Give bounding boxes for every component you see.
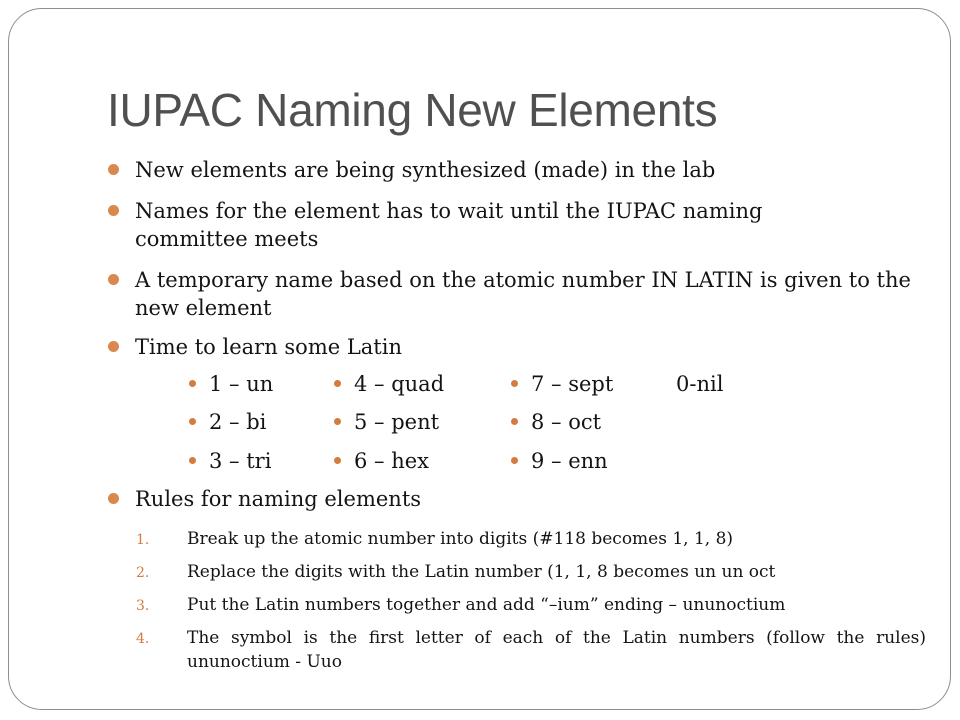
latin-text: 8 – oct (531, 410, 602, 434)
sub-bullet-icon (334, 380, 341, 387)
rule-number: 2. (136, 565, 150, 581)
latin-text: 6 – hex (354, 449, 430, 473)
sub-bullet-icon (189, 457, 196, 464)
bullet-item (108, 266, 920, 322)
bullet-dot-icon (108, 493, 119, 504)
bullet-text: New elements are being synthesized (made) in the lab (135, 158, 716, 182)
bullet-text: A temporary name based on the atomic number IN LATIN is given to the new element (135, 268, 911, 320)
rule-item (136, 560, 926, 584)
latin-item (334, 370, 444, 398)
latin-item (189, 408, 266, 436)
rule-item (136, 626, 926, 674)
latin-item (511, 447, 608, 475)
sub-bullet-icon (189, 418, 196, 425)
sub-bullet-icon (511, 418, 518, 425)
sub-bullet-icon (511, 380, 518, 387)
latin-item (511, 408, 601, 436)
latin-item (511, 370, 613, 398)
bullet-dot-icon (108, 274, 119, 285)
bullet-dot-icon (108, 341, 119, 352)
latin-zero (676, 370, 723, 398)
latin-text: 4 – quad (354, 372, 445, 396)
bullet-text: Time to learn some Latin (135, 335, 402, 359)
rule-text: Replace the digits with the Latin number (1, 1, 8 becomes un un oct (187, 562, 776, 582)
latin-text: 5 – pent (354, 410, 440, 434)
latin-zero-text: 0-nil (676, 372, 724, 396)
latin-text: 7 – sept (531, 372, 614, 396)
latin-text: 2 – bi (209, 410, 267, 434)
rule-number: 3. (136, 598, 150, 614)
bullet-item (108, 333, 888, 361)
bullet-text: Rules for naming elements (135, 487, 422, 511)
latin-item (334, 408, 439, 436)
latin-text: 3 – tri (209, 449, 272, 473)
latin-text: 1 – un (209, 372, 274, 396)
sub-bullet-icon (189, 380, 196, 387)
sub-bullet-icon (511, 457, 518, 464)
rule-item (136, 527, 926, 551)
rule-text: The symbol is the first letter of each of the Latin numbers (follow the rules) ununoctium - Uuo (187, 628, 926, 672)
latin-item (189, 447, 271, 475)
rule-number: 4. (136, 631, 150, 647)
latin-text: 9 – enn (531, 449, 608, 473)
rule-number: 1. (136, 532, 150, 548)
rule-text: Break up the atomic number into digits (#118 becomes 1, 1, 8) (187, 529, 734, 549)
sub-bullet-icon (334, 457, 341, 464)
rule-item (136, 593, 926, 617)
bullet-item (108, 197, 828, 253)
latin-item (334, 447, 429, 475)
slide-title: IUPAC Naming New Elements (107, 84, 718, 136)
sub-bullet-icon (334, 418, 341, 425)
bullet-text: Names for the element has to wait until the IUPAC naming committee meets (135, 199, 763, 251)
bullet-item (108, 485, 888, 513)
rule-text: Put the Latin numbers together and add “–ium” ending – ununoctium (187, 595, 786, 615)
bullet-dot-icon (108, 164, 119, 175)
bullet-item (108, 156, 888, 184)
bullet-dot-icon (108, 205, 119, 216)
latin-item (189, 370, 273, 398)
